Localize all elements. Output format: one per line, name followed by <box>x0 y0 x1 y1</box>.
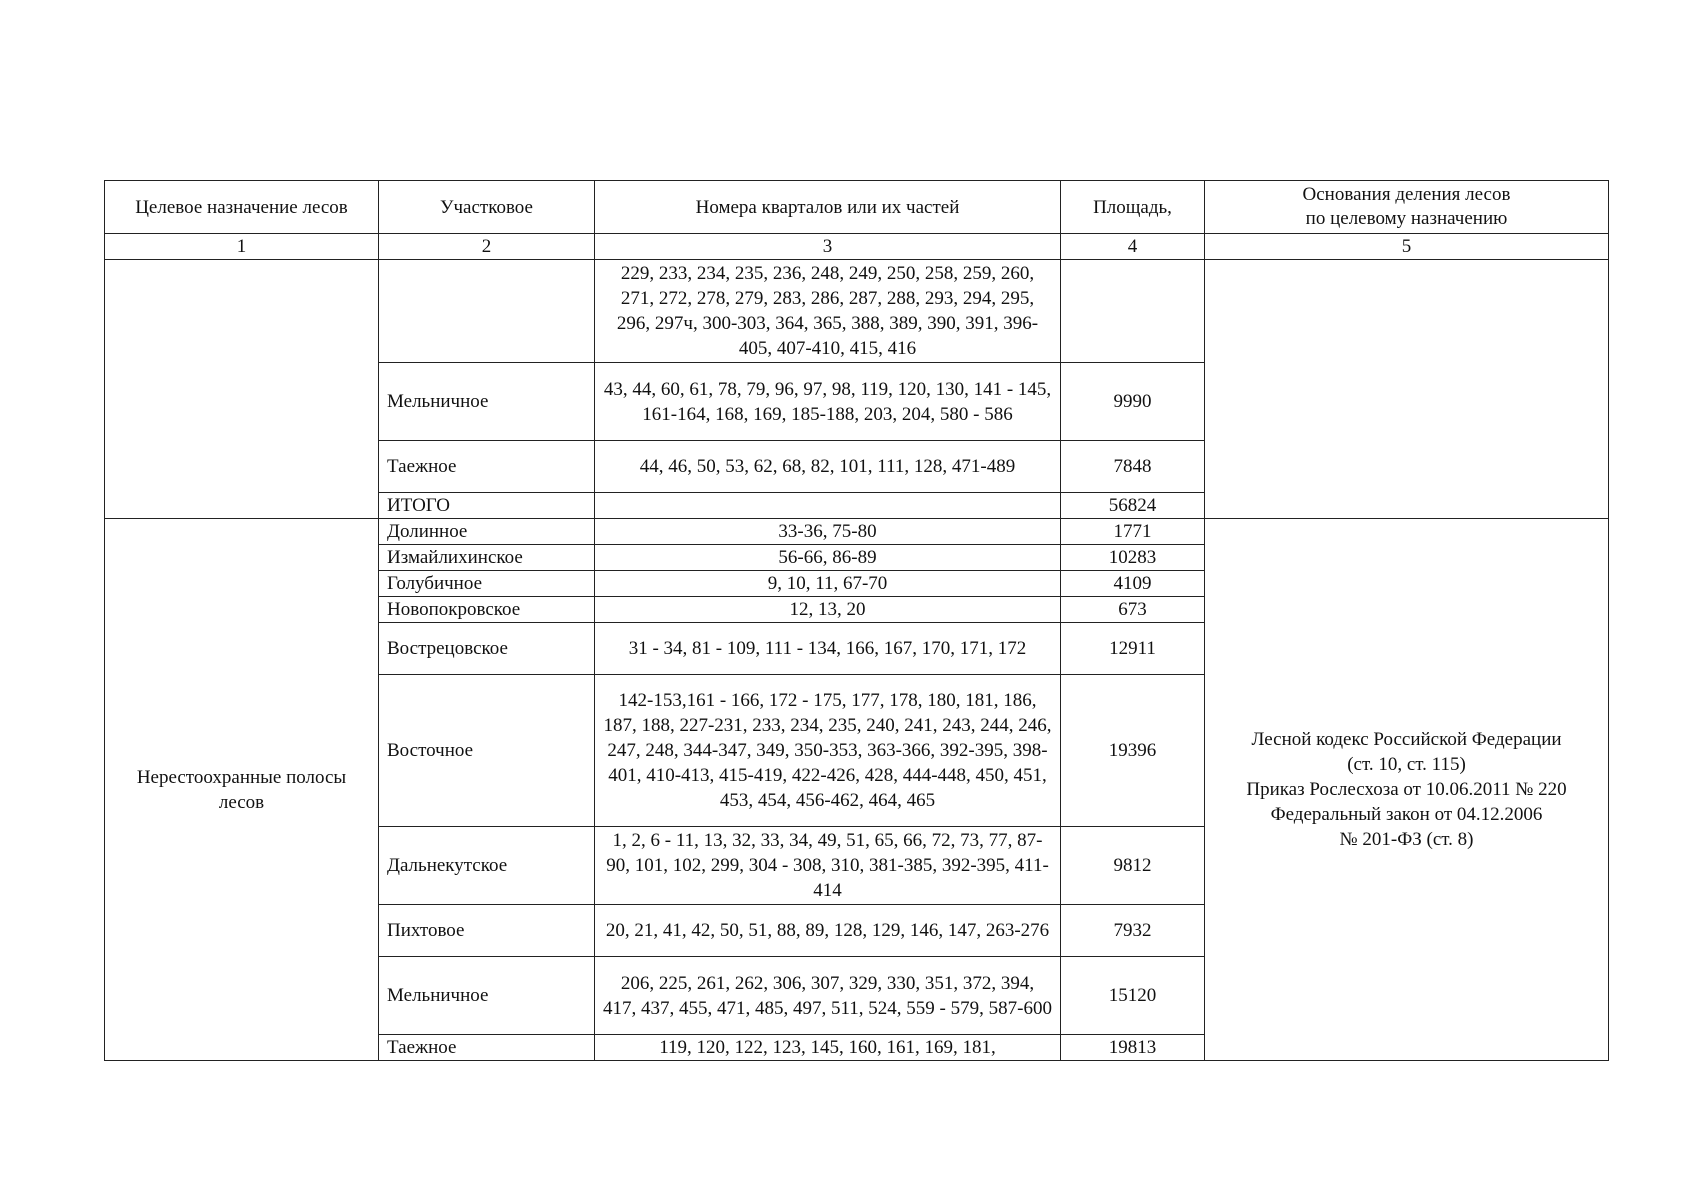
area-cell: 15120 <box>1061 957 1205 1035</box>
total-area: 56824 <box>1061 493 1205 519</box>
column-number: 4 <box>1061 234 1205 260</box>
basis-cell-continued <box>1205 260 1609 519</box>
area-cell: 9990 <box>1061 363 1205 441</box>
column-number: 5 <box>1205 234 1609 260</box>
area-cell: 1771 <box>1061 519 1205 545</box>
quarters-cell: 43, 44, 60, 61, 78, 79, 96, 97, 98, 119, 120, 130, 141 - 145, 161-164, 168, 169, 185-188, 203, 204, 580 - 586 <box>595 363 1061 441</box>
header-purpose: Целевое назначение лесов <box>105 181 379 234</box>
district-cell: Дальнекутское <box>379 827 595 905</box>
area-cell: 10283 <box>1061 545 1205 571</box>
column-number: 3 <box>595 234 1061 260</box>
area-cell: 12911 <box>1061 623 1205 675</box>
basis-line: (ст. 10, ст. 115) <box>1347 754 1466 775</box>
document-sheet <box>104 180 1608 1061</box>
basis-cell <box>1205 519 1609 1061</box>
area-cell: 4109 <box>1061 571 1205 597</box>
area-cell: 19396 <box>1061 675 1205 827</box>
purpose-cell: Нерестоохранные полосы лесов <box>105 519 379 1061</box>
basis-line: Федеральный закон от 04.12.2006 <box>1270 804 1543 825</box>
quarters-cell: 229, 233, 234, 235, 236, 248, 249, 250, 258, 259, 260, 271, 272, 278, 279, 283, 286, 287, 288, 293, 294, 295, 296, 297ч, 300-303, 364, 365, 388, 389, 390, 391, 396- 405, 407-410, 415, 416 <box>595 260 1061 363</box>
area-cell: 9812 <box>1061 827 1205 905</box>
quarters-cell: 1, 2, 6 - 11, 13, 32, 33, 34, 49, 51, 65, 66, 72, 73, 77, 87- 90, 101, 102, 299, 304 - 308, 310, 381-385, 392-395, 411-414 <box>595 827 1061 905</box>
basis-line: Лесной кодекс Российской Федерации <box>1251 729 1562 750</box>
column-number-row <box>105 234 1609 260</box>
district-cell: Таежное <box>379 441 595 493</box>
district-cell: Голубичное <box>379 571 595 597</box>
quarters-cell: 12, 13, 20 <box>595 597 1061 623</box>
header-basis-line2: по целевому назначению <box>1305 208 1508 229</box>
quarters-cell: 119, 120, 122, 123, 145, 160, 161, 169, 181, <box>595 1035 1061 1061</box>
column-number: 1 <box>105 234 379 260</box>
column-number: 2 <box>379 234 595 260</box>
table-row <box>105 260 1609 363</box>
district-cell: Долинное <box>379 519 595 545</box>
forest-purpose-table <box>104 180 1609 1061</box>
quarters-cell: 142-153,161 - 166, 172 - 175, 177, 178, 180, 181, 186, 187, 188, 227-231, 233, 234, 235, 240, 241, 243, 244, 246, 247, 248, 344-347, 349, 350-353, 363-366, 392-395, 398- 401, 410-413, 415-419, 422-426, 428, 444-448, 450, 451, 453, 454, 456-462, 464, 465 <box>595 675 1061 827</box>
total-label: ИТОГО <box>379 493 595 519</box>
quarters-cell: 9, 10, 11, 67-70 <box>595 571 1061 597</box>
purpose-cell-continued <box>105 260 379 519</box>
area-cell: 19813 <box>1061 1035 1205 1061</box>
basis-line: № 201-ФЗ (ст. 8) <box>1339 829 1474 850</box>
quarters-cell: 20, 21, 41, 42, 50, 51, 88, 89, 128, 129, 146, 147, 263-276 <box>595 905 1061 957</box>
district-cell: Измайлихинское <box>379 545 595 571</box>
area-cell: 673 <box>1061 597 1205 623</box>
district-cell: Восточное <box>379 675 595 827</box>
quarters-cell: 206, 225, 261, 262, 306, 307, 329, 330, 351, 372, 394, 417, 437, 455, 471, 485, 497, 511, 524, 559 - 579, 587-600 <box>595 957 1061 1035</box>
district-cell-continued <box>379 260 595 363</box>
header-quarters: Номера кварталов или их частей <box>595 181 1061 234</box>
area-cell-continued <box>1061 260 1205 363</box>
area-cell: 7932 <box>1061 905 1205 957</box>
district-cell: Таежное <box>379 1035 595 1061</box>
quarters-cell: 56-66, 86-89 <box>595 545 1061 571</box>
district-cell: Пихтовое <box>379 905 595 957</box>
header-area: Площадь, <box>1061 181 1205 234</box>
header-row <box>105 181 1609 234</box>
table-row <box>105 519 1609 545</box>
district-cell: Мельничное <box>379 363 595 441</box>
quarters-cell: 33-36, 75-80 <box>595 519 1061 545</box>
area-cell: 7848 <box>1061 441 1205 493</box>
header-basis <box>1205 181 1609 234</box>
quarters-cell: 31 - 34, 81 - 109, 111 - 134, 166, 167, 170, 171, 172 <box>595 623 1061 675</box>
district-cell: Новопокровское <box>379 597 595 623</box>
header-district: Участковое <box>379 181 595 234</box>
total-quarters-empty <box>595 493 1061 519</box>
district-cell: Вострецовское <box>379 623 595 675</box>
header-basis-line1: Основания деления лесов <box>1302 184 1511 205</box>
basis-line: Приказ Рослесхоза от 10.06.2011 № 220 <box>1246 779 1567 800</box>
quarters-cell: 44, 46, 50, 53, 62, 68, 82, 101, 111, 128, 471-489 <box>595 441 1061 493</box>
district-cell: Мельничное <box>379 957 595 1035</box>
